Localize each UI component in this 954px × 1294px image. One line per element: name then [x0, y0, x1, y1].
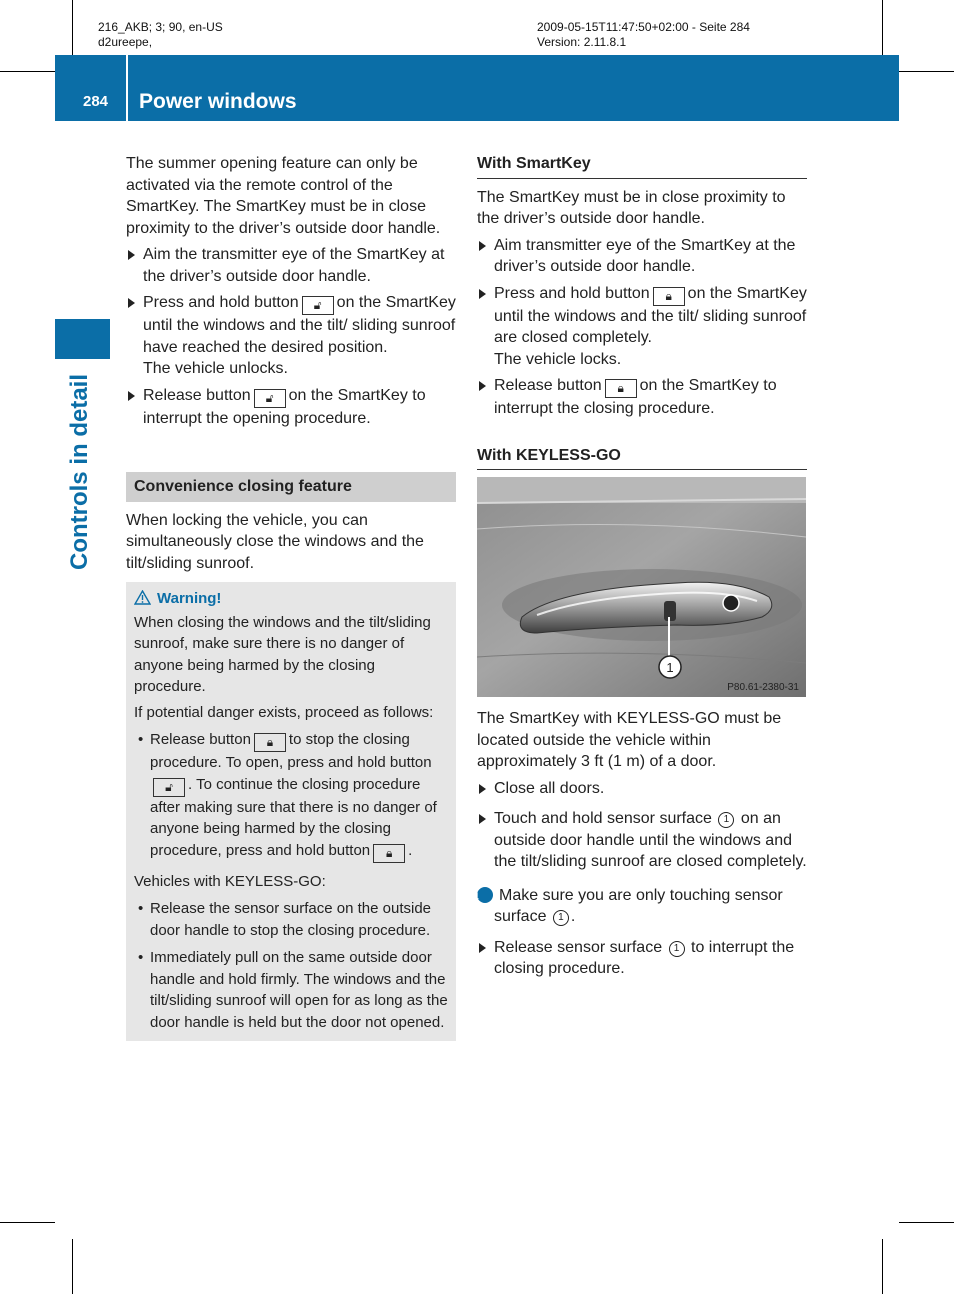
side-tab-label: Controls in detail [66, 373, 93, 570]
crop-mark [899, 1222, 954, 1223]
convenience-heading: Convenience closing feature [126, 472, 456, 502]
lock-key-icon: 🔒︎ [254, 733, 286, 752]
print-meta-right: 2009-05-15T11:47:50+02:00 - Seite 284 Version: 2.11.8.1 [537, 20, 750, 49]
arrow-icon [479, 381, 486, 391]
step-aim-close: Aim transmitter eye of the SmartKey at the driver’s outside door handle. [477, 235, 807, 278]
warning-title: Warning! [134, 588, 448, 610]
step-release-sensor: Release sensor surface 1 to interrupt the closing procedure. [477, 937, 807, 980]
photo-callout-label: 1 [666, 660, 674, 675]
keyless-text: The SmartKey with KEYLESS-GO must be located outside the vehicle within approximately 3 ft (1 m) of a door. [477, 710, 782, 770]
step-press-hold-lock: Press and hold button 🔒︎ on the SmartKey until the windows and the tilt/ sliding sunroof are closed completely. The vehicle locks. [477, 283, 807, 371]
callout-marker: 1 [553, 910, 569, 926]
crop-mark [0, 1222, 55, 1223]
warning-bullet: • Release the sensor surface on the outside door handle to stop the closing procedure. [138, 900, 432, 939]
right-column [477, 153, 807, 470]
keyless-heading: With KEYLESS-GO [477, 445, 807, 471]
right-column-lower [474, 708, 807, 980]
crop-mark [0, 71, 55, 72]
step-touch-sensor: Touch and hold sensor surface 1 on an outside door handle until the windows and the tilt/sliding sunroof are closed completely. [477, 808, 807, 873]
callout-marker: 1 [669, 941, 685, 957]
header-divider [126, 55, 128, 121]
step-press-hold-unlock: Press and hold button 🔓︎ on the SmartKey until the windows and the tilt/ sliding sunroof have reached the desired position. The vehicle unlocks. [126, 292, 456, 380]
step-aim: Aim the transmitter eye of the SmartKey at the driver’s outside door handle. [126, 244, 456, 287]
arrow-icon [479, 784, 486, 794]
arrow-icon [128, 391, 135, 401]
arrow-icon [479, 943, 486, 953]
crop-mark [72, 0, 73, 55]
warning-bullet: • Release button 🔒︎ to stop the closing procedure. To open, press and hold button 🔓︎ . To continue the closing procedure after making sure that there is no danger of anyone being harmed by the closing procedure, press and hold button 🔒︎ . [134, 729, 448, 863]
crop-mark [899, 71, 954, 72]
section-title: Power windows [139, 90, 297, 113]
crop-mark [882, 1239, 883, 1294]
unlock-key-icon: 🔓︎ [153, 778, 185, 797]
smartkey-heading: With SmartKey [477, 153, 807, 179]
unlock-key-icon: 🔓︎ [302, 296, 334, 315]
warning-p3: Vehicles with KEYLESS-GO: [134, 872, 326, 890]
page-number: 284 [83, 93, 109, 110]
print-meta-left: 216_AKB; 3; 90, en-US d2ureepe, [98, 20, 223, 49]
left-column [126, 153, 456, 1041]
arrow-icon [479, 241, 486, 251]
info-note: i Make sure you are only touching sensor surface 1 . [474, 886, 783, 925]
arrow-icon [128, 298, 135, 308]
door-handle-photo [477, 477, 806, 697]
warning-bullet: • Immediately pull on the same outside door handle and hold firmly. The windows and the tilt/sliding sunroof will open for as long as the door handle is held but the door not opened. [138, 949, 448, 1031]
lock-key-icon: 🔒︎ [605, 379, 637, 398]
smartkey-text: The SmartKey must be in close proximity to the driver’s outside door handle. [477, 188, 786, 227]
arrow-icon [128, 250, 135, 260]
header-bar [55, 55, 899, 121]
crop-mark [882, 0, 883, 55]
photo-code: P80.61-2380-31 [727, 682, 799, 693]
step-close-doors: Close all doors. [477, 778, 807, 800]
lock-key-icon: 🔒︎ [373, 844, 405, 863]
warning-p2: If potential danger exists, proceed as follows: [134, 703, 434, 721]
step-release-lock: Release button 🔒︎ on the SmartKey to interrupt the closing procedure. [477, 375, 807, 420]
warning-p1: When closing the windows and the tilt/sliding sunroof, make sure there is no danger of anyone being harmed by the closing procedure. [134, 613, 431, 695]
callout-marker: 1 [718, 812, 734, 828]
step-release-unlock: Release button 🔓︎ on the SmartKey to interrupt the opening procedure. [126, 385, 456, 430]
lock-key-icon: 🔒︎ [653, 287, 685, 306]
side-tab-block [55, 319, 110, 359]
warning-box [126, 582, 456, 1041]
convenience-text: When locking the vehicle, you can simultaneously close the windows and the tilt/sliding sunroof. [126, 511, 424, 572]
warning-triangle-icon [134, 590, 151, 605]
info-icon: i [477, 887, 493, 903]
arrow-icon [479, 814, 486, 824]
unlock-key-icon: 🔓︎ [254, 389, 286, 408]
crop-mark [72, 1239, 73, 1294]
arrow-icon [479, 289, 486, 299]
intro-text: The summer opening feature can only be activated via the remote control of the SmartKey. The SmartKey must be in close proximity to the driver’s outside door handle. [126, 155, 441, 237]
